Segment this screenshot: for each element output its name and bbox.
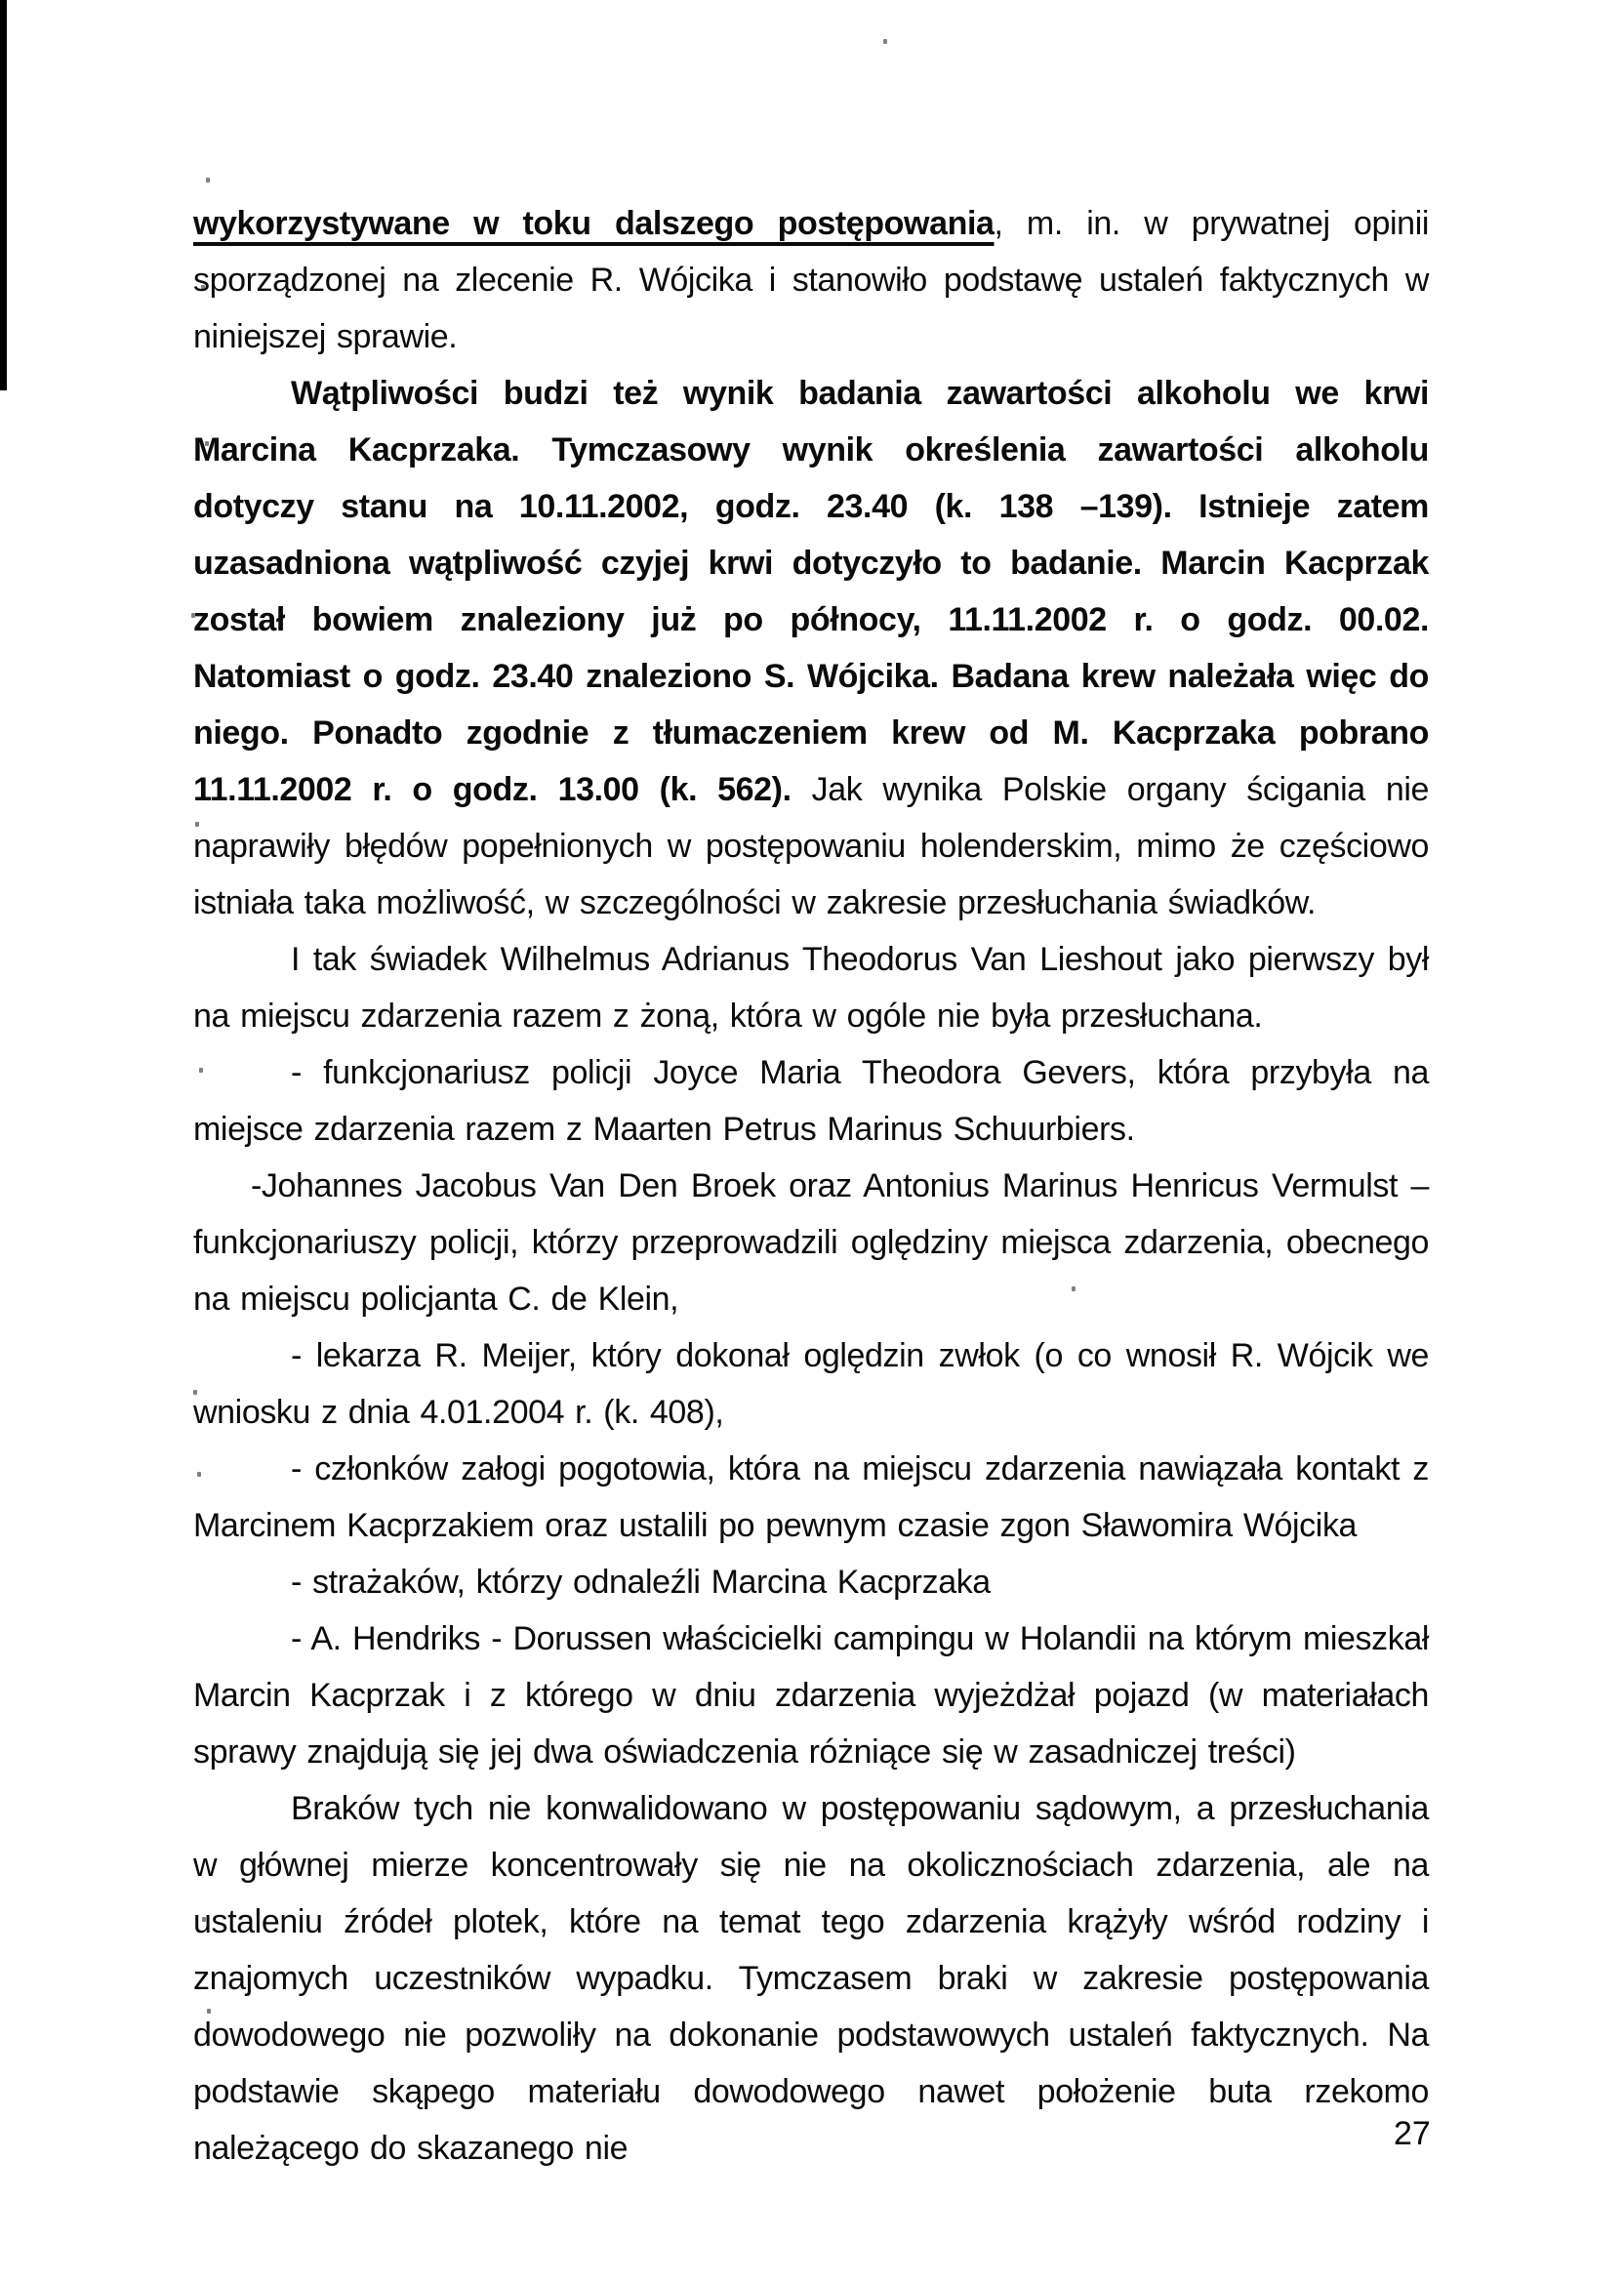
list-item-van-den-broek xyxy=(193,1158,1429,1327)
document-text xyxy=(193,195,1429,2177)
list-item-ambulance-crew xyxy=(193,1441,1429,1554)
paragraph-text: , m. in. w prywatnej opinii sporządzonej na zlecenie R. Wójcika i stanowiło podstawę ustaleń faktycznych w niniejszej sprawie. xyxy=(193,205,1430,355)
scan-edge-artifact xyxy=(0,0,7,390)
paragraph-text: Braków tych nie konwalidowano w postępowaniu sądowym, a przesłuchania w głównej mierze koncentrowały się nie na okolicznościach zdarzenia, ale na ustaleniu źródeł plotek, które na temat tego zdarzenia krążyły wśród rodziny i znajomych uczestników wypadku. Tymczasem braki w zakresie postępowania dowodowego nie pozwoliły na dokonanie podstawowych ustaleń faktycznych. Na podstawie skąpego materiału dowodowego nawet położenie buta rzekomo należącego do skazanego nie xyxy=(193,1790,1429,2167)
paragraph-text: - lekarza R. Meijer, który dokonał oględzin zwłok (o co wnosił R. Wójcik we wniosku z dnia 4.01.2004 r. (k. 408), xyxy=(193,1337,1429,1431)
page-number: 27 xyxy=(1394,2115,1431,2152)
paragraph-text: I tak świadek Wilhelmus Adrianus Theodorus Van Lieshout jako pierwszy był na miejscu zdarzenia razem z żoną, która w ogóle nie była przesłuchana. xyxy=(193,941,1429,1035)
paragraph-witness-van-lieshout xyxy=(193,931,1429,1044)
list-item-hendriks-dorussen xyxy=(193,1610,1429,1780)
paragraph-text: -Johannes Jacobus Van Den Broek oraz Antonius Marinus Henricus Vermulst – funkcjonariuszy policji, którzy przeprowadzili oględziny miejsca zdarzenia, obecnego na miejscu policjanta C. de Klein, xyxy=(193,1167,1429,1318)
bold-phrase: Wątpliwości budzi też wynik badania zawartości alkoholu we krwi Marcina Kacprzaka. Tymczasowy wynik określenia zawartości alkoholu dotyczy stanu na 10.11.2002, godz. 23.40 (k. 138 –139). Istnieje zatem uzasadniona wątpliwość czyjej krwi dotyczyło to badanie. Marcin Kacprzak został bowiem znaleziony już po północy, 11.11.2002 r. o godz. 00.02. Natomiast o godz. 23.40 znaleziono S. Wójcika. Badana krew należała więc do niego. Ponadto zgodnie z tłumaczeniem krew od M. Kacprzaka pobrano 11.11.2002 r. o godz. 13.00 (k. 562). xyxy=(193,375,1429,808)
paragraph-text: - członków załogi pogotowia, która na miejscu zdarzenia nawiązała kontakt z Marcinem Kacprzakiem oraz ustalili po pewnym czasie zgon Sławomira Wójcika xyxy=(193,1450,1429,1544)
scan-speck xyxy=(883,39,887,44)
list-item-firefighters xyxy=(193,1554,1429,1610)
paragraph-alcohol-doubts xyxy=(193,365,1429,931)
underlined-bold-phrase: wykorzystywane w toku dalszego postępowania xyxy=(193,205,995,242)
paragraph-text: - strażaków, którzy odnaleźli Marcina Kacprzaka xyxy=(291,1564,991,1601)
list-item-gevers xyxy=(193,1044,1429,1158)
scan-speck xyxy=(206,178,210,183)
paragraph-text: - A. Hendriks - Dorussen właścicielki campingu w Holandii na którym mieszkał Marcin Kacprzak i z którego w dniu zdarzenia wyjeżdżał pojazd (w materiałach sprawy znajdują się jej dwa oświadczenia różniące się w zasadniczej treści) xyxy=(193,1620,1429,1771)
paragraph-text: - funkcjonariusz policji Joyce Maria Theodora Gevers, która przybyła na miejsce zdarzenia razem z Maarten Petrus Marinus Schuurbiers. xyxy=(193,1054,1429,1148)
paragraph-continuation xyxy=(193,195,1429,365)
list-item-meijer xyxy=(193,1327,1429,1441)
paragraph-text: Jak wynika Polskie organy ścigania nie naprawiły błędów popełnionych w postępowaniu holenderskim, mimo że częściowo istniała taka możliwość, w szczególności w zakresie przesłuchania świadków. xyxy=(193,771,1429,921)
paragraph-conclusion xyxy=(193,1780,1429,2177)
